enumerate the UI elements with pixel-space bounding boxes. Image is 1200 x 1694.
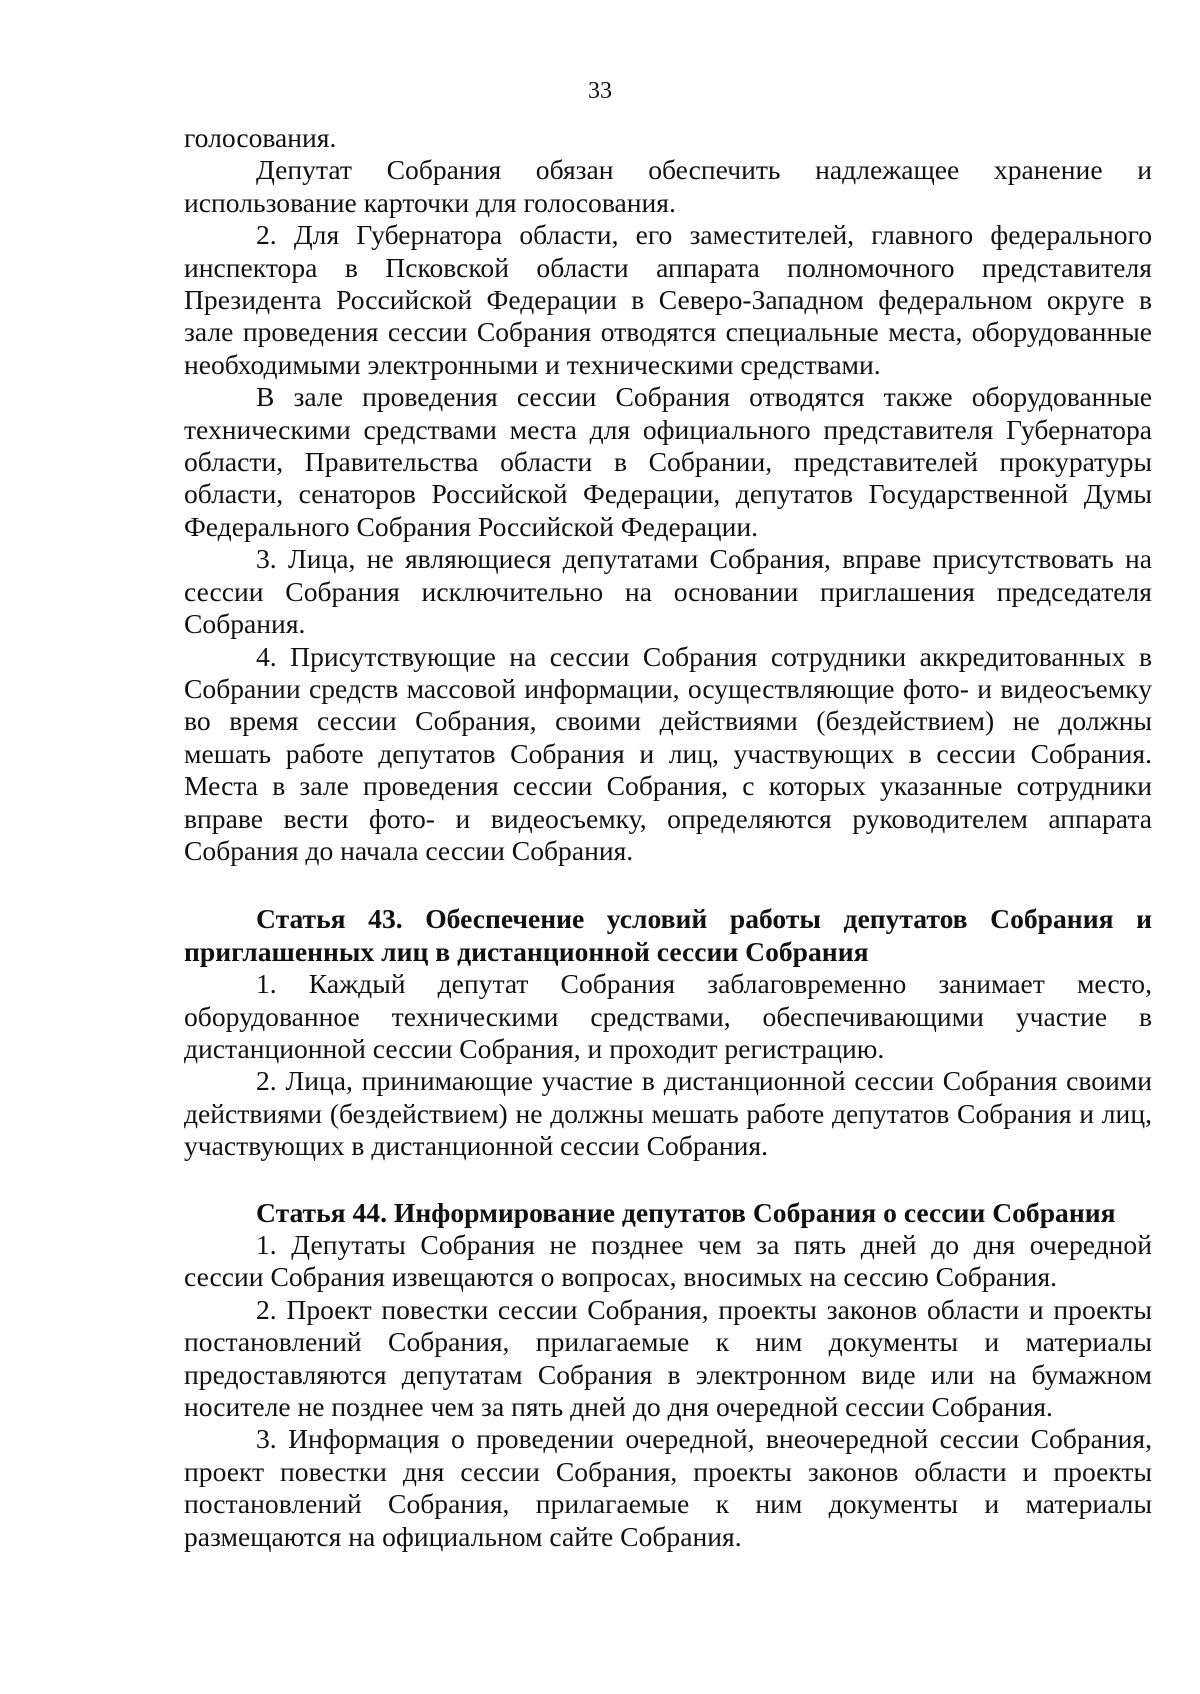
section-spacer bbox=[184, 867, 1152, 903]
article-44-paragraph-2: 2. Проект повестки сессии Собрания, проекты законов области и проекты постановлений Собрания, прилагаемые к ним документы и материалы предоставляются депутатам Собрания в электронном виде или на бумажном носителе не позднее чем за пять дней до дня очередной сессии Собрания. bbox=[184, 1293, 1152, 1423]
section-spacer bbox=[184, 1163, 1152, 1197]
article-43-paragraph-2: 2. Лица, принимающие участие в дистанционной сессии Собрания своими действиями (бездействием) не должны мешать работе депутатов Собрания и лиц, участвующих в дистанционной сессии Собрания. bbox=[184, 1065, 1152, 1162]
page-number: 33 bbox=[588, 78, 612, 104]
article-43-heading: Статья 43. Обеспечение условий работы депутатов Собрания и приглашенных лиц в дистанционной сессии Собрания bbox=[184, 903, 1152, 967]
article-43-paragraph-1: 1. Каждый депутат Собрания заблаговременно занимает место, оборудованное техническими средствами, обеспечивающими участие в дистанционной сессии Собрания, и проходит регистрацию. bbox=[184, 968, 1152, 1064]
article-44-heading: Статья 44. Информирование депутатов Собрания о сессии Собрания bbox=[256, 1196, 1116, 1228]
page-body bbox=[184, 122, 1152, 1553]
paragraph-continuation: голосования. bbox=[184, 122, 337, 153]
paragraph-4-media: 4. Присутствующие на сессии Собрания сотрудники аккредитованных в Собрании средств массовой информации, осуществляющие фото- и видеосъемку во время сессии Собрания, своими действиями (бездействием) не должны мешать работе депутатов Собрания и лиц, участвующих в сессии Собрания. Места в зале проведения сессии Собрания, с которых указанные сотрудники вправе вести фото- и видеосъемку, определяются руководителем аппарата Собрания до начала сессии Собрания. bbox=[184, 640, 1152, 866]
paragraph-3-non-deputies: 3. Лица, не являющиеся депутатами Собрания, вправе присутствовать на сессии Собрания исключительно на основании приглашения председателя Собрания. bbox=[184, 543, 1152, 640]
paragraph-official-representatives-seats: В зале проведения сессии Собрания отводятся также оборудованные техническими средствами места для официального представителя Губернатора области, Правительства области в Собрании, представителей прокуратуры области, сенаторов Российской Федерации, депутатов Государственной Думы Федерального Собрания Российской Федерации. bbox=[184, 381, 1152, 542]
article-44-paragraph-1: 1. Депутаты Собрания не позднее чем за пять дней до дня очередной сессии Собрания извещаются о вопросах, вносимых на сессию Собрания. bbox=[184, 1229, 1152, 1293]
paragraph-2-governor-seats: 2. Для Губернатора области, его заместителей, главного федерального инспектора в Псковской области аппарата полномочного представителя Президента Российской Федерации в Северо-Западном федеральном округе в зале проведения сессии Собрания отводятся специальные места, оборудованные необходимыми электронными и техническими средствами. bbox=[184, 219, 1152, 380]
article-44-paragraph-3: 3. Информация о проведении очередной, внеочередной сессии Собрания, проект повестки дня сессии Собрания, проекты законов области и проекты постановлений Собрания, прилагаемые к ним документы и материалы размещаются на официальном сайте Собрания. bbox=[184, 1423, 1152, 1552]
paragraph-voting-card-duty: Депутат Собрания обязан обеспечить надлежащее хранение и использование карточки для голосования. bbox=[184, 154, 1152, 218]
